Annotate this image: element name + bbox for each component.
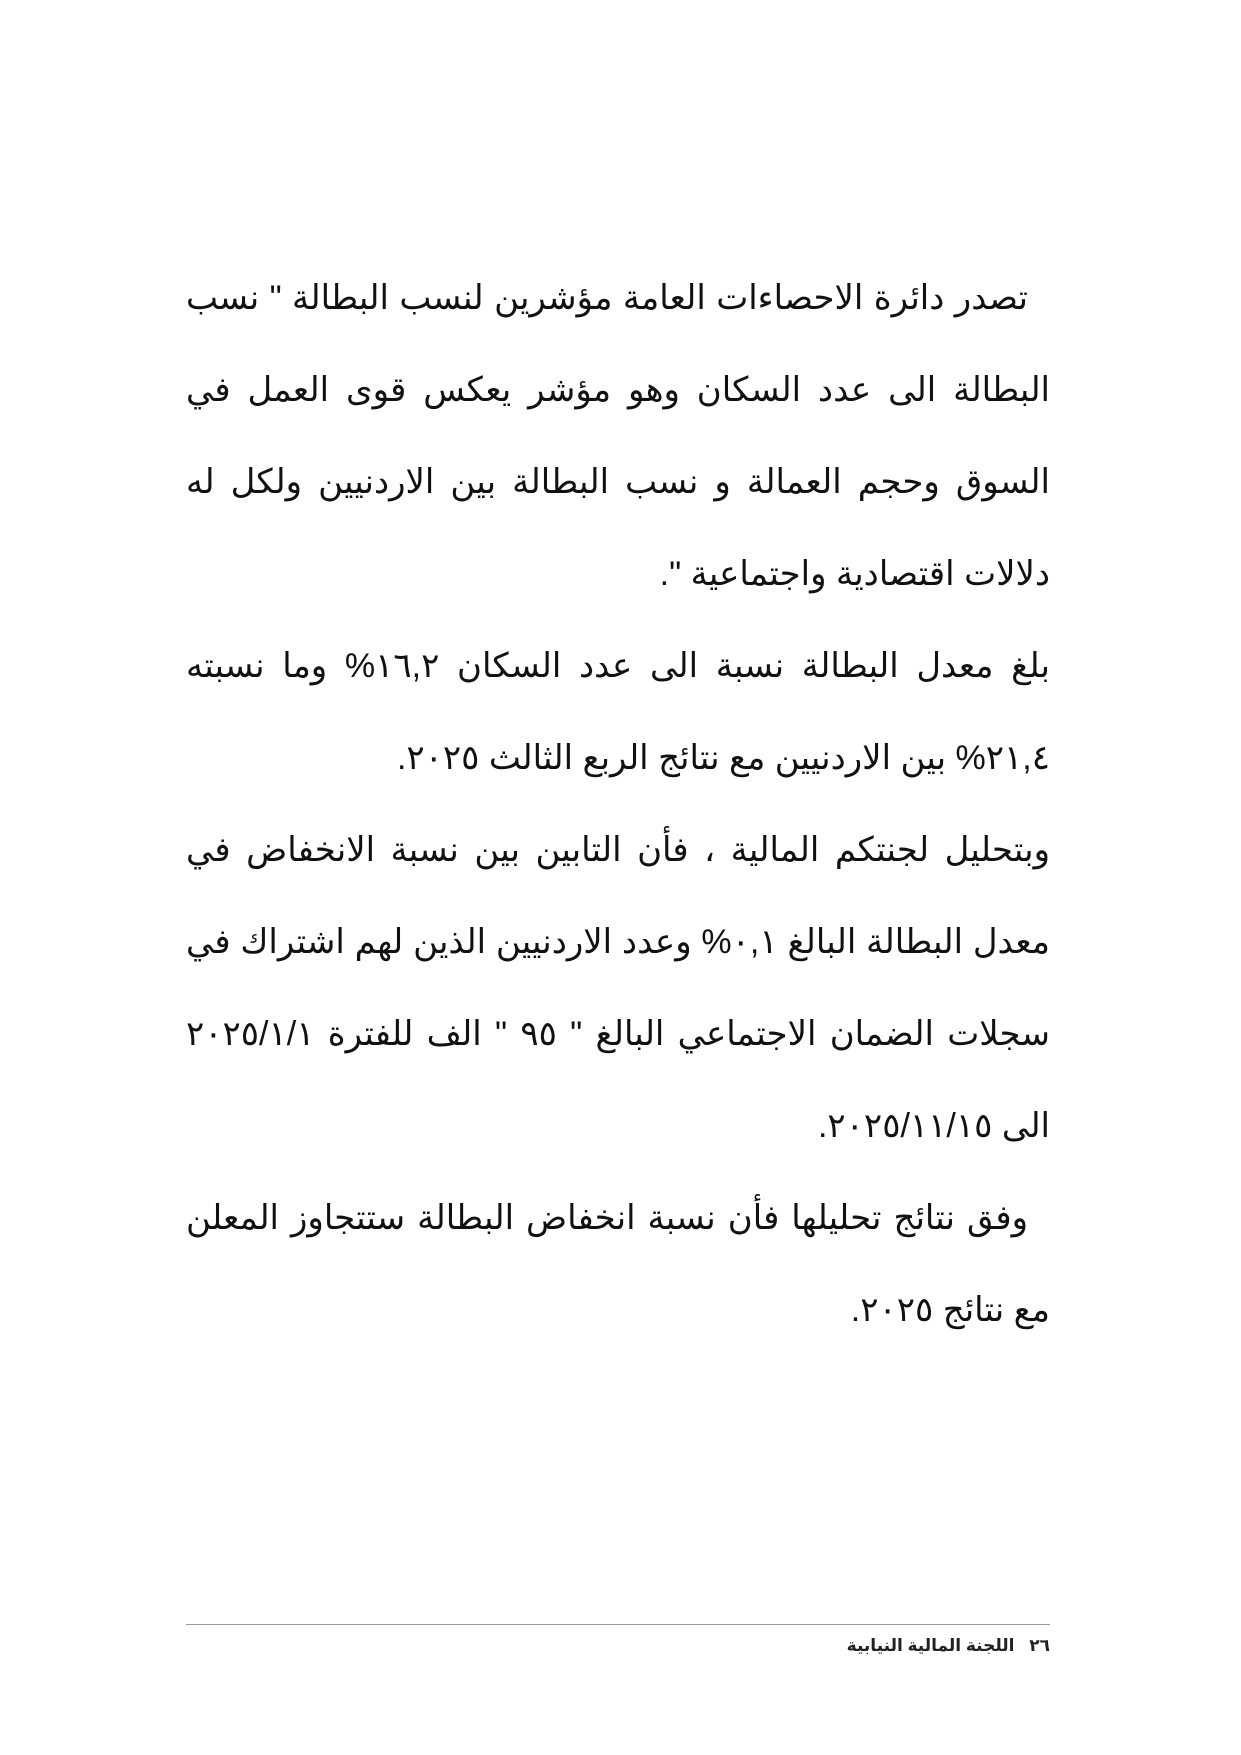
committee-name: اللجنة المالية النيابية: [846, 1636, 1015, 1655]
paragraph-conclusion: وفق نتائج تحليلها فأن نسبة انخفاض البطالة ستتجاوز المعلن مع نتائج ٢٠٢٥.: [186, 1199, 1050, 1329]
page-number: ٢٦: [1029, 1636, 1050, 1655]
page-footer: [186, 1636, 1050, 1656]
paragraph-committee-analysis: وبتحليل لجنتكم المالية ، فأن التابين بين نسبة الانخفاض في معدل البطالة البالغ ٠,١% وعدد الاردنيين الذين لهم اشتراك في سجلات الضمان الاجتماعي البالغ " ٩٥ " الف للفترة ٢٠٢٥/١/١ الى ٢٠٢٥/١١/١٥.: [186, 831, 1050, 1145]
paragraph-unemployment-indicators: تصدر دائرة الاحصاءات العامة مؤشرين لنسب البطالة " نسب البطالة الى عدد السكان وهو مؤشر يعكس قوى العمل في السوق وحجم العمالة و نسب البطالة بين الاردنيين ولكل له دلالات اقتصادية واجتماعية ".: [186, 279, 1051, 593]
paragraph-unemployment-rates: بلغ معدل البطالة نسبة الى عدد السكان ١٦,٢% وما نسبته ٢١,٤% بين الاردنيين مع نتائج الربع الثالث ٢٠٢٥.: [186, 647, 1051, 777]
document-body: [186, 252, 1050, 1356]
footer-divider: [186, 1624, 1050, 1625]
